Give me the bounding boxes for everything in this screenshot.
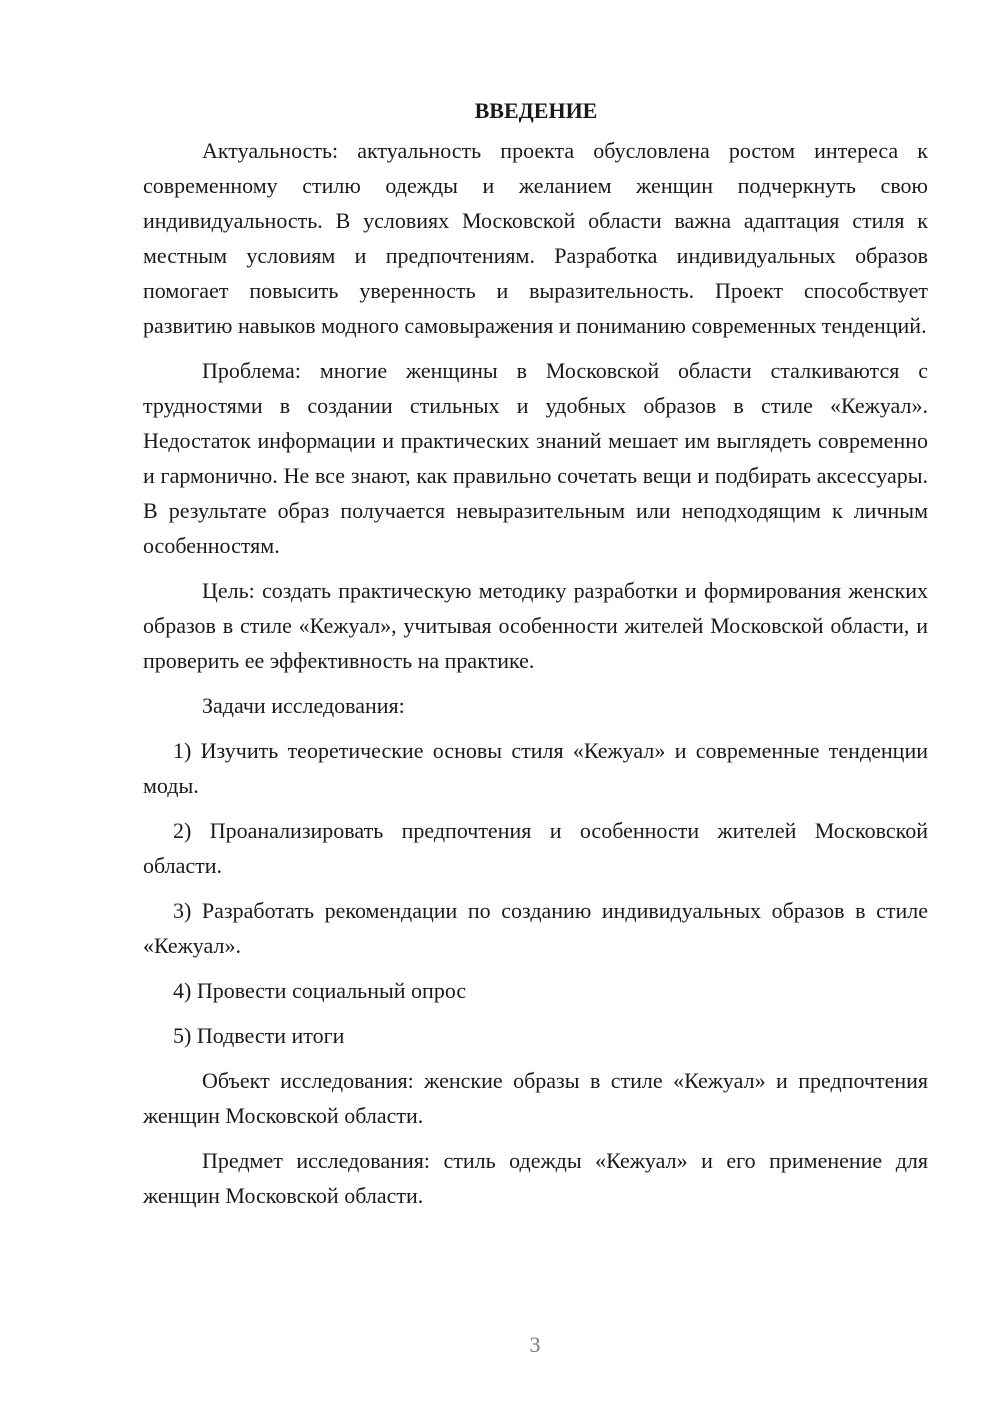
- task-item-4: 4) Провести социальный опрос: [173, 978, 467, 1003]
- page-title: ВВЕДЕНИЕ: [474, 98, 598, 123]
- problem-paragraph: Проблема: многие женщины в Московской области сталкиваются с трудностями в создании стильных и удобных образов в стиле «Кежуал». Недостаток информации и практических знаний мешает им выглядеть современно и гармонично. Не все знают, как правильно сочетать вещи и подбирать аксессуары. В результате образ получается невыразительным или неподходящим к личным особенностям.: [143, 358, 928, 558]
- task-item-2: 2) Проанализировать предпочтения и особенности жителей Московской области.: [143, 818, 928, 878]
- task-item-3: 3) Разработать рекомендации по созданию индивидуальных образов в стиле «Кежуал».: [143, 898, 928, 958]
- subject-paragraph: Предмет исследования: стиль одежды «Кежуал» и его применение для женщин Московской области.: [143, 1148, 928, 1208]
- page-number: 3: [529, 1332, 541, 1357]
- object-paragraph: Объект исследования: женские образы в стиле «Кежуал» и предпочтения женщин Московской области.: [143, 1068, 928, 1128]
- goal-paragraph: Цель: создать практическую методику разработки и формирования женских образов в стиле «Кежуал», учитывая особенности жителей Московской области, и проверить ее эффективность на практике.: [143, 578, 928, 673]
- task-item-5: 5) Подвести итоги: [173, 1023, 345, 1048]
- task-item-1: 1) Изучить теоретические основы стиля «Кежуал» и современные тенденции моды.: [143, 738, 928, 798]
- document-body: [143, 93, 928, 1223]
- tasks-heading: Задачи исследования:: [202, 693, 405, 718]
- relevance-paragraph: Актуальность: актуальность проекта обусловлена ростом интереса к современному стилю одежды и желанием женщин подчеркнуть свою индивидуальность. В условиях Московской области важна адаптация стиля к местным условиям и предпочтениям. Разработка индивидуальных образов помогает повысить уверенность и выразительность. Проект способствует развитию навыков модного самовыражения и пониманию современных тенденций.: [143, 138, 928, 338]
